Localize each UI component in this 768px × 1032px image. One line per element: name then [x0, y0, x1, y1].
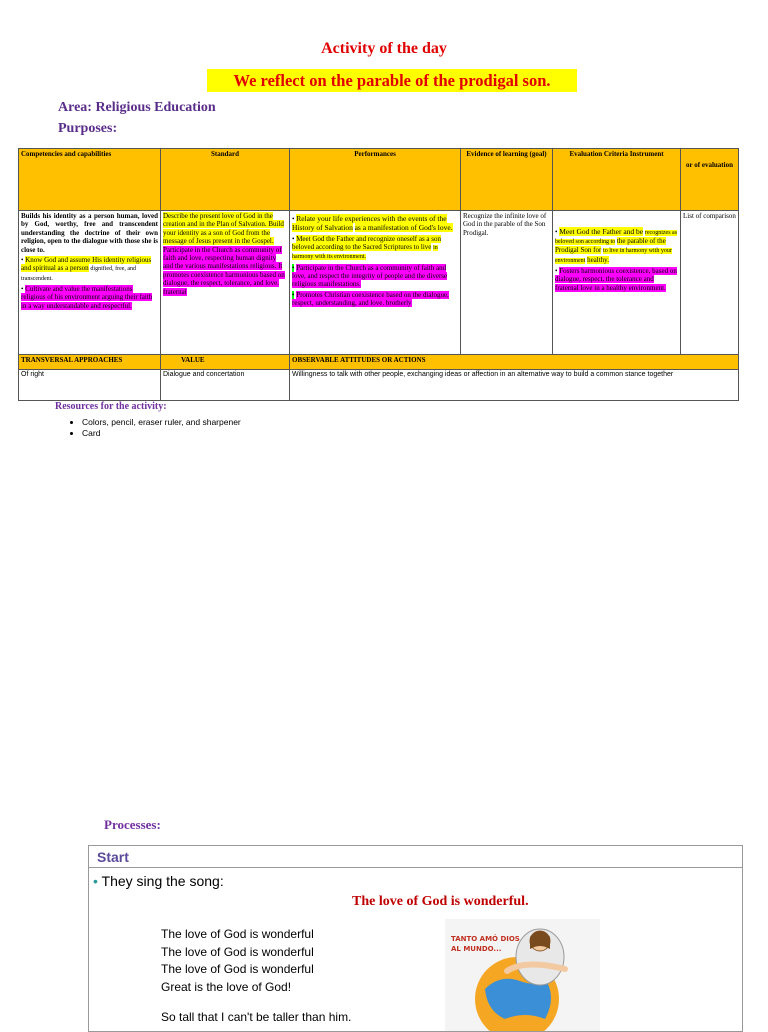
sing-instruction: • They sing the song:: [93, 873, 224, 889]
list-item: • Colors, pencil, eraser ruler, and sharpener: [82, 417, 241, 428]
activity-title: Activity of the day: [321, 40, 447, 57]
header-evaluation-criteria: Evaluation Criteria Instrument: [553, 149, 681, 211]
area-label: Area: Religious Education: [58, 100, 216, 115]
table-body-row: [19, 211, 739, 355]
cell-competencies: [19, 211, 161, 355]
lyric-line: Great is the love of God!: [161, 980, 292, 994]
curriculum-table: [18, 148, 739, 401]
standard-paragraph-1: Describe the present love of God in the creation and in the Plan of Salvation. Build your identity as a son of God from the message of Jesus present in the Gospel.: [163, 212, 284, 246]
performance-bullet-2: • Meet God the Father and recognize oneself as a son beloved according to the Sacred Scriptures to live in harmony with its environment.: [292, 234, 442, 261]
lyric-line: The love of God is wonderful: [161, 962, 314, 976]
competencies-intro: Builds his identity as a person human, loved by God, worthy, free and transcendent understanding the doctrine of their own religion, open to the dialogue with those she is close to.: [21, 212, 158, 254]
performance-bullet-4: • Promotes Christian coexistence based on the dialogue, respect, understanding, and love. brotherly: [292, 290, 449, 308]
resources-title: Resources for the activity:: [55, 401, 167, 412]
list-item: • Card: [82, 428, 241, 439]
cell-attitude: Willingness to talk with other people, exchanging ideas or affection in an alternative way to build a common stance together: [290, 370, 739, 401]
cell-standard: [161, 211, 290, 355]
header-value: VALUE: [161, 355, 290, 370]
header-observable: OBSERVABLE ATTITUDES OR ACTIONS: [290, 355, 739, 370]
bullet-icon: •: [93, 873, 98, 889]
standard-paragraph-2: Participate in the Church as community of faith and love, respecting human dignity and the various manifestations religious. It promotes coexistence harmonious based on dialogue, the respect, tolerance, and love. fraternal: [163, 245, 285, 296]
performance-bullet-1: • Relate your life experiences with the events of the History of Salvation as a manifestation of God's love.: [292, 214, 453, 233]
cell-approach: Of right: [19, 370, 161, 401]
header-competencies: Competencies and capabilities: [19, 149, 161, 211]
start-panel: [88, 845, 743, 1032]
header-performances: Performances: [290, 149, 461, 211]
cell-value: Dialogue and concertation: [161, 370, 290, 401]
competencies-bullet-2: • Cultivate and value the manifestations religious of his environment arguing their faith in a way understandable and respectful.: [21, 284, 153, 310]
cell-performances: [290, 211, 461, 355]
transversal-header-row: [19, 355, 739, 370]
cell-evaluation-criteria: [553, 211, 681, 355]
cell-evidence: Recognize the infinite love of God in the parable of the Son Prodigal.: [461, 211, 553, 355]
performance-bullet-3: • Participate in the Church as a community of faith and love, and respect the integrity of people and the diverse religious manifestations.: [292, 263, 448, 289]
activity-subtitle: We reflect on the parable of the prodigal son.: [207, 69, 577, 92]
lyric-line: The love of God is wonderful: [161, 945, 314, 959]
start-label: Start: [89, 846, 742, 868]
jesus-globe-illustration-icon: [445, 919, 600, 1031]
criteria-bullet-2: • Fosters harmonious coexistence, based on dialogue, respect, the tolerance and fraternal love in a healthy environment.: [555, 266, 677, 292]
header-evidence: Evidence of learning (goal): [461, 149, 553, 211]
lyric-line: The love of God is wonderful: [161, 927, 314, 941]
table-header-row: [19, 149, 739, 211]
song-title: The love of God is wonderful.: [352, 894, 529, 909]
purposes-label: Purposes:: [58, 121, 118, 136]
image-caption-2: AL MUNDO...: [451, 945, 502, 953]
cell-instrument: List of comparison: [681, 211, 739, 355]
header-standard: Standard: [161, 149, 290, 211]
competencies-bullet-1: • Know God and assume His identity religious and spiritual as a person dignified, free, and transcendent.: [21, 255, 152, 282]
lyric-line: So tall that I can't be taller than him.: [161, 1010, 352, 1024]
header-transversal: TRANSVERSAL APPROACHES: [19, 355, 161, 370]
header-evaluation-instrument: or of evaluation: [681, 149, 739, 211]
transversal-data-row: [19, 370, 739, 401]
image-caption-1: TANTO AMÓ DIOS: [451, 935, 520, 943]
processes-title: Processes:: [104, 817, 161, 832]
criteria-bullet-1: • Meet God the Father and be recognizes as beloved son according to the parable of the Prodigal Son for to live in harmony with your environment healthy.: [555, 227, 678, 264]
resources-list: [64, 417, 241, 439]
